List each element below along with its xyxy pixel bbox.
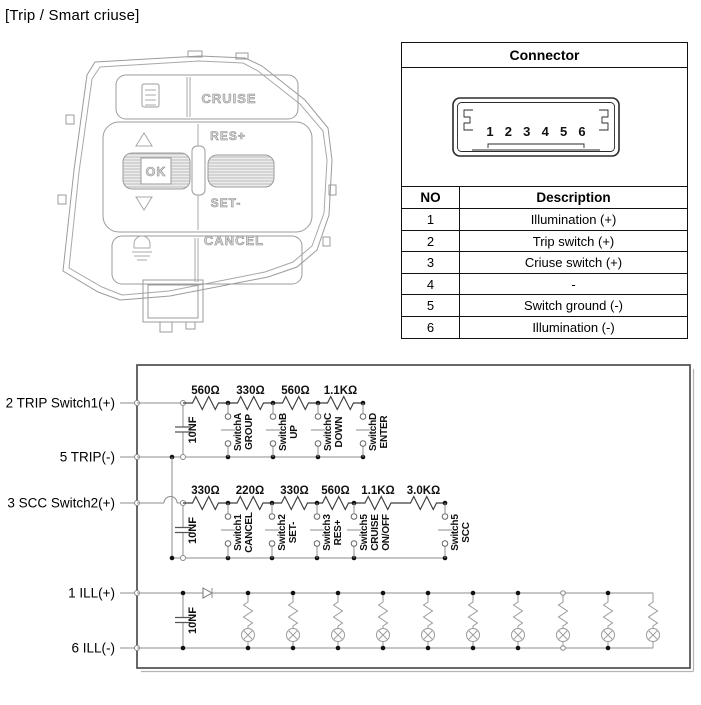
connector-right-key	[599, 110, 608, 130]
junction-dot	[606, 591, 611, 596]
switch-label: CRUISE	[370, 514, 381, 551]
switch-label: Switch2	[277, 514, 288, 551]
resistor-value-label: 330Ω	[236, 385, 265, 397]
led-resistor	[559, 593, 568, 648]
junction-dot	[291, 646, 296, 651]
voice-button-icon[interactable]	[132, 236, 152, 260]
table-row	[402, 274, 687, 296]
table-row	[402, 231, 687, 253]
connector-pin-diagram	[402, 68, 687, 187]
resistor-value-label: 560Ω	[281, 385, 310, 397]
junction-dot	[381, 591, 386, 596]
pin-number-5: 5	[559, 124, 568, 139]
switch-label: CANCEL	[244, 512, 255, 553]
table-row	[402, 209, 687, 231]
resistor-value-label: 560Ω	[191, 385, 220, 397]
circuit-border	[137, 365, 690, 668]
trip-button-icon[interactable]	[142, 84, 159, 107]
resistor-value-label: 1.1KΩ	[323, 385, 358, 397]
resistor-value-label: 330Ω	[280, 485, 309, 497]
led-resistor	[289, 593, 298, 648]
resistor	[228, 497, 272, 510]
pin-no-cell: 6	[402, 317, 460, 339]
resistor	[272, 497, 317, 510]
pin-no-cell: 4	[402, 274, 460, 296]
junction-dot	[561, 591, 566, 596]
table-row	[402, 295, 687, 317]
resistor	[354, 497, 402, 510]
cancel-button-label[interactable]: CANCEL	[203, 233, 265, 248]
table-row	[402, 252, 687, 274]
resistor-value-label: 3.0KΩ	[406, 485, 441, 497]
connector-left-key	[464, 110, 473, 130]
bottom-button-row	[112, 233, 302, 284]
pin-desc-cell: Illumination (+)	[460, 209, 687, 231]
set-rocker-button[interactable]	[208, 155, 274, 187]
led-resistor	[379, 593, 388, 648]
pin-desc-cell: Switch ground (-)	[460, 295, 687, 317]
junction-dot	[336, 591, 341, 596]
capacitor-value-label: 10NF	[187, 607, 199, 634]
pin-desc-cell: Trip switch (+)	[460, 231, 687, 253]
resistor	[317, 497, 354, 510]
resistor	[273, 397, 318, 410]
switch-label: SwitchC	[323, 412, 334, 452]
resistor	[402, 497, 445, 510]
resistor	[318, 397, 363, 410]
pin-no-cell: 2	[402, 231, 460, 253]
switch-label: SCC	[461, 522, 472, 543]
junction-dot	[381, 646, 386, 651]
junction-dot	[426, 646, 431, 651]
junction-dot	[606, 646, 611, 651]
pin-label-ill-plus: 1 ILL(+)	[68, 585, 115, 601]
wire-hop	[164, 497, 177, 504]
pin-number-1: 1	[486, 124, 494, 139]
ok-button-label: OK	[145, 165, 167, 179]
junction-dot	[426, 591, 431, 596]
resistor	[228, 397, 273, 410]
junction-dot	[471, 646, 476, 651]
switch-label: SET-	[288, 521, 299, 544]
open-terminal-dot	[181, 455, 186, 460]
switch-label: SwitchA	[233, 412, 244, 452]
resistor	[183, 497, 228, 510]
switch-label: SwitchB	[278, 412, 289, 452]
switch-label: Switch5	[450, 514, 461, 551]
resistor	[183, 397, 228, 410]
led-branches	[242, 591, 660, 651]
circuit-diagram	[0, 355, 701, 705]
switch-label: DOWN	[334, 416, 345, 448]
page-title: [Trip / Smart criuse]	[5, 7, 140, 24]
cruise-button-label[interactable]: CRUISE	[201, 91, 257, 106]
capacitor-value-label: 10NF	[187, 416, 199, 444]
capacitor-value-label: 10NF	[187, 517, 199, 544]
switch-label: ENTER	[379, 415, 390, 449]
pin-desc-cell: Illumination (-)	[532, 319, 615, 335]
res-plus-label[interactable]: RES+	[210, 129, 246, 143]
switch-label: Switch3	[322, 514, 333, 551]
switch-label: Switch1	[233, 514, 244, 551]
junction-dot	[561, 646, 566, 651]
set-minus-label[interactable]: SET-	[210, 196, 242, 210]
junction-dot	[181, 646, 186, 651]
border-shadow	[141, 369, 694, 672]
pin-desc-cell: Criuse switch (+)	[460, 252, 687, 274]
pin-number-2: 2	[504, 124, 513, 139]
switch-label: GROUP	[244, 414, 255, 450]
pin-desc-cell: -	[460, 274, 687, 296]
center-rocker-bar	[192, 146, 205, 195]
switch-label: Switch5	[359, 514, 370, 551]
ok-button[interactable]	[123, 153, 190, 189]
resistor-value-label: 560Ω	[321, 485, 350, 497]
led-resistor	[334, 593, 343, 648]
connector-header: Connector	[402, 43, 687, 68]
table-header-row	[402, 187, 687, 209]
pin-label-ill-minus: 6 ILL(-)	[71, 640, 115, 656]
junction-dot	[516, 591, 521, 596]
pin-number-4: 4	[541, 124, 549, 139]
pin-number-3: 3	[523, 124, 531, 139]
junction-dot	[516, 646, 521, 651]
table-col-header-description: Description	[460, 187, 687, 209]
switch-body-outline	[58, 51, 336, 332]
led-resistor	[424, 593, 433, 648]
pin-label-trip-plus: 2 TRIP Switch1(+)	[5, 395, 115, 411]
connector-panel	[401, 42, 688, 339]
pin-label-scc-plus: 3 SCC Switch2(+)	[7, 495, 115, 511]
led-resistor	[469, 593, 478, 648]
resistor-value-label: 220Ω	[235, 485, 265, 497]
switch-label: ON/OFF	[381, 514, 392, 551]
junction-dot	[336, 646, 341, 651]
switch-label: RES+	[333, 519, 344, 546]
switch-label: UP	[289, 425, 300, 439]
pin-no-cell: 3	[402, 252, 460, 274]
led-resistor	[244, 593, 253, 648]
steering-switch-illustration	[40, 45, 350, 345]
middle-button-panel	[103, 122, 312, 232]
pin-no-cell: 5	[402, 295, 460, 317]
junction-dot	[181, 591, 186, 596]
led-resistor	[604, 593, 613, 648]
down-arrow-icon[interactable]	[136, 197, 152, 210]
table-col-header-no: NO	[402, 187, 460, 209]
table-row	[402, 317, 687, 339]
switch-label: SwitchD	[368, 412, 379, 452]
junction-dot	[170, 556, 175, 561]
up-arrow-icon[interactable]	[136, 133, 152, 146]
junction-dot	[291, 591, 296, 596]
junction-dot	[246, 646, 251, 651]
pin-number-6: 6	[578, 124, 586, 139]
pin-label-trip-minus: 5 TRIP(-)	[59, 449, 115, 465]
diode	[203, 588, 212, 598]
pin-no-cell: 1	[402, 209, 460, 231]
resistor-value-label: 1.1KΩ	[361, 485, 395, 497]
open-terminal-dot	[181, 556, 186, 561]
led-resistor	[649, 593, 658, 648]
junction-dot	[246, 591, 251, 596]
resistor-value-label: 330Ω	[191, 485, 220, 497]
junction-dot	[471, 591, 476, 596]
led-resistor	[514, 593, 523, 648]
